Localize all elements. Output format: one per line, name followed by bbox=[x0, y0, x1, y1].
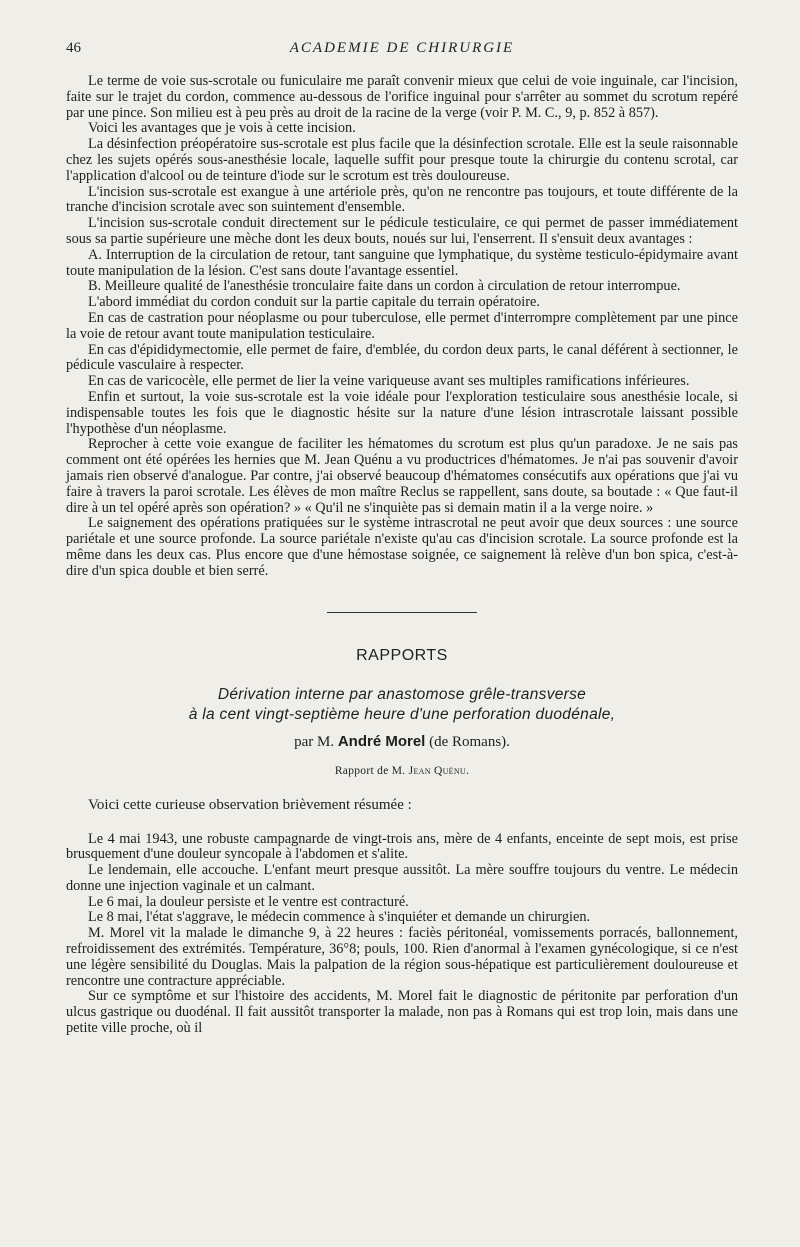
paragraph: M. Morel vit la malade le dimanche 9, à 22 heures : faciès péritonéal, vomissements porracés, ballonnement, refroidissement des extrémités. Température, 36°8; pouls, 100. Rien d'anormal à l'examen gynécologique, si ce n'est une légère sensibilité du Douglas. Mais la palpation de la région sous-hépatique est particulièrement douloureuse et rencontre une contracture appréciable. bbox=[66, 925, 738, 989]
report-title-line: à la cent vingt-septième heure d'une perforation duodénale, bbox=[188, 705, 616, 723]
paragraph: Le lendemain, elle accouche. L'enfant meurt presque aussitôt. La mère souffre toujours du ventre. Le médecin donne une injection vaginale et un calmant. bbox=[66, 862, 738, 894]
byline-suffix: (de Romans). bbox=[429, 733, 510, 750]
paragraph: Le terme de voie sus-scrotale ou funiculaire me paraît convenir mieux que celui de voie inguinale, car l'incision, faite sur le trajet du cordon, commence au-dessous de l'orifice inguinal pour s'arrêter au sommet du scrotum repéré par une pince. Son milieu est à peu près au droit de la racine de la verge (voir P. M. C., 9, p. 852 à 857). bbox=[66, 73, 738, 121]
page-number: 46 bbox=[66, 40, 81, 56]
paragraph: Le saignement des opérations pratiquées sur le système intrascrotal ne peut avoir que deux sources : une source pariétale et une source profonde. La source pariétale n'existe qu'au cas d'incision scrotale. La source profonde est la même dans les deux cas. Plus encore que d'une hémostase soignée, ce saignement là relève d'un bon spica, c'est-à-dire d'un spica double et bien serré. bbox=[66, 515, 738, 579]
paragraph: Le 6 mai, la douleur persiste et le ventre est contracturé. bbox=[88, 893, 409, 910]
author-name: André Morel bbox=[337, 732, 426, 750]
paragraph: La désinfection préopératoire sus-scrotale est plus facile que la désinfection scrotale. Elle est la seule raisonnable chez les sujets opérés sous-anesthésie locale, laquelle suffit pour presque toute la chirurgie du contenu scrotal, car l'application d'alcool ou de teinture d'iode sur le scrotum est très douloureuse. bbox=[66, 136, 738, 184]
report-title bbox=[66, 685, 738, 725]
lead-sentence: Voici cette curieuse observation brièvement résumée : bbox=[88, 796, 412, 813]
article-body bbox=[66, 74, 738, 580]
paragraph: En cas de varicocèle, elle permet de lier la veine variqueuse avant ses multiples ramifications inférieures. bbox=[88, 373, 690, 390]
rapporteur bbox=[66, 765, 738, 777]
section-title: RAPPORTS bbox=[356, 646, 448, 664]
section-divider bbox=[327, 612, 477, 613]
paragraph: B. Meilleure qualité de l'anesthésie tronculaire faite dans un cordon à circulation de retour interrompue. bbox=[88, 278, 681, 295]
paragraph: Sur ce symptôme et sur l'histoire des accidents, M. Morel fait le diagnostic de péritonite par perforation d'un ulcus gastrique ou duodénal. Il fait aussitôt transporter la malade, non pas à Romans qui est trop loin, mais dans une petite ville proche, où il bbox=[66, 988, 738, 1037]
journal-title: ACADEMIE DE CHIRURGIE bbox=[289, 40, 515, 56]
paragraph: Le 8 mai, l'état s'aggrave, le médecin commence à s'inquiéter et demande un chirurgien. bbox=[88, 909, 591, 926]
paragraph: En cas de castration pour néoplasme ou pour tuberculose, elle permet d'interrompre complètement par une pince la voie de retour avant toute manipulation testiculaire. bbox=[66, 309, 738, 342]
case-body bbox=[66, 832, 738, 1037]
rapporteur-name: Jean Quénu. bbox=[408, 764, 470, 777]
paragraph: Le 4 mai 1943, une robuste campagnarde de vingt-trois ans, mère de 4 enfants, enceinte de sept mois, est prise brusquement d'une douleur syncopale à l'abdomen et s'alite. bbox=[66, 830, 738, 863]
byline bbox=[66, 733, 738, 751]
paragraph: Reprocher à cette voie exangue de faciliter les hématomes du scrotum est plus qu'un paradoxe. Je ne sais pas comment ont été opérées les hernies que M. Jean Quénu a vu productrices d'hématomes. Je n'ai pas souvenir d'avoir jamais rien observé d'analogue. Par contre, j'ai observé beaucoup d'hématomes consécutifs aux opérations que j'ai vu faire à travers la paroi scrotale. Les élèves de mon maître Reclus se rappellent, sans doute, sa boutade : « Que faut-il dire à un tel opéré après son opération? » « Qu'il ne s'inquiète pas si demain matin il a la verge noire. » bbox=[66, 436, 738, 516]
paragraph: En cas d'épididymectomie, elle permet de faire, d'emblée, du cordon deux parts, le canal déférent à sectionner, le pédicule vasculaire à respecter. bbox=[66, 341, 738, 374]
paragraph: L'abord immédiat du cordon conduit sur la partie capitale du terrain opératoire. bbox=[88, 294, 540, 311]
paragraph: Enfin et surtout, la voie sus-scrotale est la voie idéale pour l'exploration testiculaire sous anesthésie locale, si indispensable toutes les fois que le diagnostic hésite sur la nature d'une lésion intrascrotale laissant possible l'hypothèse d'un néoplasme. bbox=[66, 388, 738, 437]
paragraph: Voici les avantages que je vois à cette incision. bbox=[88, 120, 356, 137]
running-head bbox=[66, 0, 738, 58]
rapporteur-prefix: Rapport de M. bbox=[334, 764, 406, 777]
paragraph: L'incision sus-scrotale est exangue à une artériole près, qu'on ne rencontre pas toujours, et toute différente de la tranche d'incision scrotale avec son suintement d'ensemble. bbox=[66, 183, 738, 216]
byline-prefix: par M. bbox=[294, 733, 335, 750]
report-title-line: Dérivation interne par anastomose grêle-transverse bbox=[217, 685, 587, 703]
paragraph: A. Interruption de la circulation de retour, tant sanguine que lymphatique, du système testiculo-épidymaire avant toute manipulation de la lésion. C'est sans doute l'avantage essentiel. bbox=[66, 246, 738, 279]
paragraph: L'incision sus-scrotale conduit directement sur le pédicule testiculaire, ce qui permet de passer immédiatement sous sa partie supérieure une mèche dont les deux bouts, noués sur lui, l'enserrent. Il s'ensuit deux avantages : bbox=[66, 215, 738, 247]
